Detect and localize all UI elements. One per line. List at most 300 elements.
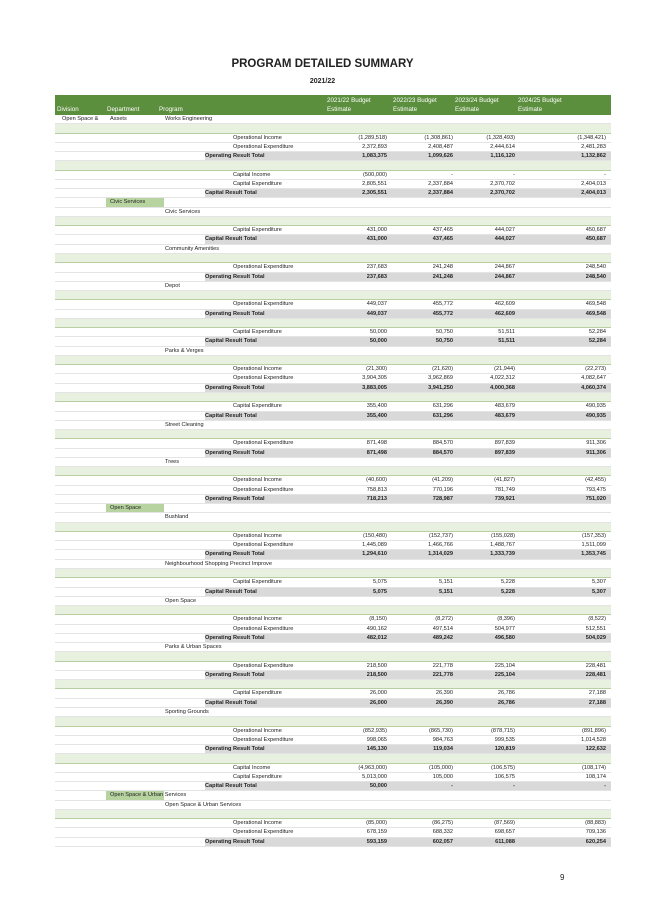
total-value-cell: 2,404,013 [581,190,606,197]
value-cell: (8,150) [369,616,387,623]
value-cell: 1,466,766 [428,542,453,549]
total-row [55,550,611,559]
total-value-cell: 1,099,626 [428,153,453,160]
value-cell: 1,511,099 [581,542,606,549]
total-value-cell: 221,778 [432,671,453,678]
value-cell: 26,390 [435,690,453,697]
department-label: Civic Services [110,199,146,206]
line-item-label: Capital Expenditure [233,773,282,780]
total-label: Operating Result Total [205,838,265,845]
total-row [55,189,611,198]
line-item-row [55,143,611,152]
total-value-cell: - [604,783,606,790]
total-value-cell: 122,632 [585,746,606,753]
value-cell: (85,000) [366,820,387,827]
value-cell: 1,488,767 [490,542,515,549]
total-value-cell: 483,679 [494,412,515,419]
line-item-row [55,134,611,143]
line-item-label: Operational Expenditure [233,662,294,669]
line-item-label: Operational Expenditure [233,440,294,447]
line-item-row [55,578,611,587]
value-cell: 52,284 [588,329,606,336]
total-value-cell: 504,029 [585,634,606,641]
total-value-cell: 3,883,005 [362,384,387,391]
page-title: PROGRAM DETAILED SUMMARY [231,58,414,70]
value-cell: 3,962,869 [428,375,453,382]
separator-row [55,680,611,689]
program-label: Sporting Grounds [165,709,209,715]
total-value-cell: 631,296 [432,412,453,419]
separator-row [55,161,611,170]
total-label: Operating Result Total [205,746,265,753]
line-item-row [55,662,611,671]
total-value-cell: 244,867 [494,273,515,280]
value-cell: 793,475 [585,486,606,493]
value-cell: (41,209) [432,477,453,484]
value-cell: 50,750 [435,329,453,336]
total-value-cell: 1,353,745 [581,551,606,558]
value-cell: 431,000 [366,227,387,234]
total-value-cell: 482,012 [366,634,387,641]
total-value-cell: 431,000 [366,236,387,243]
value-cell: (1,308,861) [424,134,453,141]
program-label: Parks & Verges [165,347,204,354]
total-value-cell: 50,000 [369,783,387,790]
separator-row [55,606,611,615]
total-value-cell: 462,609 [494,310,515,317]
total-value-cell: 593,159 [366,838,387,845]
program-row [55,115,611,124]
total-value-cell: 237,683 [366,273,387,280]
separator-row [55,393,611,402]
department-label: Assets [110,116,127,122]
program-row [55,421,611,430]
separator-row [55,717,611,726]
line-item-row [55,300,611,309]
value-cell: (8,522) [588,616,606,623]
program-row [55,282,611,291]
line-item-label: Capital Expenditure [233,403,282,410]
header-est3: Estimate [455,106,480,113]
total-label: Operating Result Total [205,634,265,641]
total-row [55,745,611,754]
value-cell: (1,348,421) [577,134,606,141]
total-value-cell: 611,088 [495,838,515,845]
value-cell: (87,569) [494,820,515,827]
value-cell: 483,679 [494,403,515,410]
total-row [55,412,611,421]
separator-row [55,319,611,328]
total-value-cell: 27,188 [588,699,606,706]
value-cell: 5,013,000 [362,773,387,780]
total-value-cell: 1,116,120 [490,153,515,160]
program-label: Open Space [165,597,197,604]
value-cell: 999,535 [494,736,515,743]
header-est2: Estimate [393,106,418,113]
value-cell: (21,300) [366,366,387,373]
separator-row [55,430,611,439]
value-cell: 225,104 [494,662,515,669]
value-cell: 758,813 [366,486,387,493]
value-cell: 2,370,702 [490,180,515,187]
value-cell: 5,075 [373,579,387,586]
total-row [55,838,611,847]
value-cell: 26,786 [497,690,515,697]
value-cell: 504,977 [494,625,515,632]
line-item-row [55,727,611,736]
value-cell: (106,575) [491,764,515,771]
value-cell: 911,306 [586,440,606,447]
total-value-cell: 620,254 [585,838,606,845]
value-cell: (1,328,493) [486,134,515,141]
total-value-cell: 3,941,250 [428,384,453,391]
total-value-cell: 248,540 [585,273,606,280]
department-label: Open Space & Urban Services [110,792,187,799]
total-value-cell: 2,305,551 [362,190,387,197]
total-row [55,384,611,393]
value-cell: 2,372,893 [362,143,387,150]
total-value-cell: 5,075 [373,588,387,595]
total-row [55,588,611,597]
total-value-cell: 496,580 [494,634,515,641]
department-label: Open Space [110,505,142,512]
line-item-label: Operational Expenditure [233,264,294,271]
value-cell: 1,445,089 [362,542,387,549]
total-value-cell: 52,284 [588,338,606,345]
value-cell: (878,715) [491,727,515,734]
program-label: Community Amenities [165,245,220,252]
value-cell: - [513,171,515,178]
total-value-cell: 2,370,702 [490,190,515,197]
separator-row [55,810,611,819]
total-value-cell: 51,511 [498,338,515,345]
line-item-row [55,615,611,624]
program-label: Parks & Urban Spaces [165,644,222,651]
value-cell: (22,273) [585,366,606,373]
line-item-label: Operational Expenditure [233,301,294,308]
total-row [55,495,611,504]
value-cell: - [451,171,453,178]
separator-row [55,569,611,578]
value-cell: 490,162 [366,625,387,632]
summary-table-body [55,115,611,847]
value-cell: (21,944) [494,366,515,373]
line-item-label: Operational Expenditure [233,486,294,493]
total-row [55,273,611,282]
total-value-cell: 1,333,739 [490,551,515,558]
program-label: Street Cleaning [165,421,204,428]
line-item-row [55,486,611,495]
program-label: Civic Services [165,208,201,215]
value-cell: (88,883) [585,820,606,827]
value-cell: 248,540 [585,264,606,271]
line-item-label: Operational Income [233,477,282,484]
value-cell: 2,408,487 [428,143,453,150]
line-item-row [55,365,611,374]
total-label: Capital Result Total [205,783,257,790]
separator-row [55,254,611,263]
line-item-label: Operational Expenditure [233,542,294,549]
separator-row [55,467,611,476]
line-item-label: Operational Expenditure [233,829,294,836]
total-value-cell: 26,390 [435,699,453,706]
total-value-cell: 145,130 [366,746,387,753]
program-row [55,513,611,522]
program-label: Works Engineering [165,116,213,122]
value-cell: (40,600) [366,477,387,484]
value-cell: 355,400 [366,403,387,410]
line-item-row [55,773,611,782]
separator-row [55,754,611,763]
line-item-label: Operational Expenditure [233,625,294,632]
line-item-row [55,764,611,773]
separator-row [55,523,611,532]
value-cell: (150,480) [363,532,387,539]
department-row [55,198,611,207]
total-row [55,152,611,161]
program-row [55,643,611,652]
value-cell: 678,159 [366,829,387,836]
value-cell: 4,082,647 [581,375,606,382]
value-cell: 26,000 [369,690,387,697]
value-cell: 437,465 [432,227,453,234]
total-value-cell: 751,020 [585,495,606,502]
total-label: Capital Result Total [205,190,257,197]
line-item-row [55,328,611,337]
total-value-cell: 50,000 [369,338,387,345]
total-value-cell: 355,400 [366,412,387,419]
department-row [55,504,611,513]
value-cell: (108,174) [582,764,606,771]
line-item-row [55,736,611,745]
header-est4: Estimate [518,106,543,113]
value-cell: 5,307 [592,579,606,586]
line-item-row [55,402,611,411]
value-cell: 105,000 [432,773,453,780]
total-label: Capital Result Total [205,412,257,419]
value-cell: 469,548 [585,301,606,308]
line-item-row [55,819,611,828]
program-label: Depot [165,282,180,289]
total-value-cell: 50,750 [435,338,453,345]
page-number: 9 [560,873,565,882]
value-cell: 462,609 [494,301,515,308]
total-value-cell: 26,786 [497,699,515,706]
line-item-label: Operational Income [233,366,282,373]
line-item-label: Capital Income [233,171,271,178]
page-subtitle: 2021/22 [309,78,336,85]
value-cell: 5,228 [501,579,515,586]
program-row [55,708,611,717]
value-cell: (852,935) [363,727,387,734]
program-row [55,458,611,467]
value-cell: 884,570 [432,440,453,447]
total-value-cell: - [513,783,515,790]
total-value-cell: 241,248 [432,273,453,280]
separator-row [55,356,611,365]
total-value-cell: 5,228 [501,588,515,595]
line-item-label: Capital Expenditure [233,690,282,697]
value-cell: (152,737) [429,532,453,539]
value-cell: 241,248 [432,264,453,271]
program-label: Neighbourhood Shopping Precinct Improve [165,560,272,567]
header-division: Division [57,106,79,113]
header-col4: 2024/25 Budget [518,97,562,104]
total-value-cell: 4,000,368 [490,384,515,391]
total-label: Capital Result Total [205,588,257,595]
value-cell: (42,455) [585,477,606,484]
line-item-label: Operational Expenditure [233,736,294,743]
total-value-cell: 5,307 [592,588,606,595]
header-col3: 2023/24 Budget [455,97,499,104]
value-cell: 106,575 [494,773,515,780]
header-est1: Estimate [327,106,352,113]
total-row [55,671,611,680]
value-cell: 688,332 [432,829,453,836]
value-cell: (157,353) [582,532,606,539]
total-value-cell: 5,151 [439,588,453,595]
total-value-cell: 26,000 [369,699,387,706]
value-cell: 2,481,283 [581,143,606,150]
total-value-cell: 455,772 [432,310,453,317]
line-item-row [55,532,611,541]
total-label: Capital Result Total [205,236,257,243]
total-value-cell: 225,104 [494,671,515,678]
total-value-cell: 119,034 [433,746,453,753]
header-program: Program [159,106,183,113]
value-cell: 244,867 [494,264,515,271]
separator-row [55,652,611,661]
value-cell: 108,174 [585,773,606,780]
program-label: Open Space & Urban Services [165,801,242,808]
value-cell: 709,136 [585,829,606,836]
separator-row [55,217,611,226]
total-value-cell: 2,337,884 [428,190,453,197]
value-cell: 444,027 [494,227,515,234]
line-item-label: Capital Expenditure [233,227,282,234]
total-value-cell: 1,314,029 [428,551,453,558]
value-cell: 449,037 [366,301,387,308]
value-cell: 228,481 [585,662,606,669]
value-cell: 897,839 [494,440,515,447]
line-item-row [55,263,611,272]
value-cell: 871,498 [366,440,387,447]
value-cell: 2,404,013 [581,180,606,187]
value-cell: (86,275) [432,820,453,827]
line-item-label: Operational Income [233,134,282,141]
total-row [55,782,611,791]
value-cell: (155,028) [491,532,515,539]
total-label: Operating Result Total [205,495,265,502]
value-cell: (1,289,518) [358,134,387,141]
total-value-cell: 884,570 [432,449,453,456]
value-cell: 2,805,551 [362,180,387,187]
line-item-row [55,439,611,448]
total-value-cell: 489,242 [432,634,453,641]
value-cell: 2,444,614 [490,143,515,150]
value-cell: 631,296 [432,403,453,410]
total-label: Operating Result Total [205,310,265,317]
total-value-cell: 911,306 [586,449,606,456]
line-item-label: Operational Income [233,820,282,827]
total-label: Operating Result Total [205,384,265,391]
value-cell: (8,272) [435,616,453,623]
line-item-label: Capital Expenditure [233,329,282,336]
total-value-cell: 120,819 [494,746,515,753]
total-value-cell: 1,083,375 [362,153,387,160]
department-row [55,791,611,800]
value-cell: (8,396) [497,616,515,623]
value-cell: 218,500 [366,662,387,669]
program-label: Bushland [165,514,189,521]
line-item-row [55,374,611,383]
total-value-cell: - [451,783,453,790]
total-value-cell: 218,500 [366,671,387,678]
total-label: Operating Result Total [205,671,265,678]
value-cell: 698,657 [494,829,515,836]
value-cell: 51,511 [498,329,515,336]
program-row [55,560,611,569]
total-value-cell: 449,037 [366,310,387,317]
program-row [55,245,611,254]
total-value-cell: 490,935 [585,412,606,419]
total-label: Operating Result Total [205,153,265,160]
header-col2: 2022/23 Budget [393,97,437,104]
separator-row [55,291,611,300]
value-cell: 3,904,305 [362,375,387,382]
value-cell: 770,196 [432,486,453,493]
total-value-cell: 228,481 [585,671,606,678]
value-cell: (4,963,000) [358,764,387,771]
total-label: Operating Result Total [205,273,265,280]
value-cell: 4,022,312 [490,375,515,382]
total-label: Capital Result Total [205,699,257,706]
total-value-cell: 602,057 [432,838,453,845]
program-row [55,208,611,217]
value-cell: (865,730) [429,727,453,734]
line-item-row [55,828,611,837]
value-cell: - [604,171,606,178]
line-item-label: Operational Income [233,532,282,539]
total-value-cell: 728,987 [432,495,453,502]
header-col1: 2021/22 Budget [327,97,371,104]
program-row [55,801,611,810]
program-row [55,597,611,606]
program-label: Trees [165,458,180,465]
table-header [55,95,611,115]
value-cell: (21,620) [432,366,453,373]
value-cell: 984,763 [432,736,453,743]
value-cell: 455,772 [432,301,453,308]
header-department: Department [107,106,140,113]
total-value-cell: 739,921 [494,495,515,502]
total-value-cell: 1,294,610 [362,551,387,558]
value-cell: (500,000) [363,171,387,178]
separator-row [55,124,611,133]
line-item-label: Operational Income [233,727,282,734]
total-label: Capital Result Total [205,338,257,345]
value-cell: (891,896) [582,727,606,734]
line-item-row [55,625,611,634]
total-value-cell: 1,132,862 [581,153,606,160]
value-cell: 998,065 [366,736,387,743]
total-value-cell: 469,548 [585,310,606,317]
value-cell: (41,827) [494,477,515,484]
value-cell: (105,000) [429,764,453,771]
value-cell: 221,778 [432,662,453,669]
line-item-row [55,226,611,235]
line-item-label: Operational Expenditure [233,375,294,382]
